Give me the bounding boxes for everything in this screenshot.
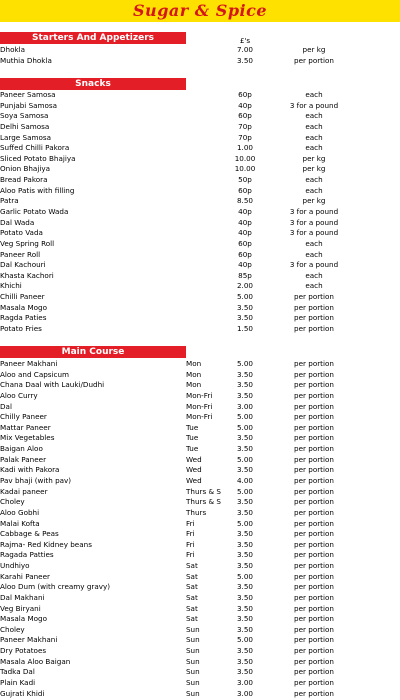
item-name: Potato Fries: [0, 323, 42, 333]
item-price: 40p: [238, 217, 252, 227]
item-price: 3.50: [236, 313, 253, 323]
item-unit: each: [305, 111, 323, 121]
menu-item-row: [0, 101, 400, 112]
item-price: 3.50: [236, 539, 253, 549]
menu-item-row: [0, 380, 400, 391]
item-name: Tadka Dal: [0, 667, 35, 677]
item-unit: per portion: [294, 422, 334, 432]
item-unit: per kg: [302, 153, 326, 163]
menu-item-row: [0, 582, 400, 593]
menu-item-row: [0, 465, 400, 476]
menu-item-row: [0, 133, 400, 144]
item-name: Khasta Kachori: [0, 270, 54, 280]
item-name: Veg Biryani: [0, 603, 41, 613]
item-price: 3.50: [236, 656, 253, 666]
item-name: Veg Spring Roll: [0, 238, 55, 248]
item-name: Aloo Dum (with creamy gravy): [0, 582, 111, 592]
item-day: Sat: [186, 614, 198, 624]
menu-item-row: [0, 455, 400, 466]
item-unit: 3 for a pound: [289, 260, 339, 270]
item-unit: per portion: [294, 302, 334, 312]
item-unit: each: [305, 143, 323, 153]
item-unit: 3 for a pound: [289, 100, 339, 110]
item-price: 40p: [238, 260, 252, 270]
menu-item-row: [0, 218, 400, 229]
item-unit: per portion: [294, 656, 334, 666]
item-day: Fri: [186, 529, 195, 539]
item-name: Aloo and Capsicum: [0, 369, 70, 379]
item-price: 1.00: [236, 143, 253, 153]
item-name: Patra: [0, 196, 19, 206]
item-price: 3.50: [236, 465, 253, 475]
menu-item-row: [0, 635, 400, 646]
item-name: Dal Wada: [0, 217, 35, 227]
item-unit: per portion: [294, 529, 334, 539]
item-unit: each: [305, 270, 323, 280]
item-price: 60p: [238, 111, 252, 121]
menu-item-row: [0, 402, 400, 413]
item-price: 40p: [238, 228, 252, 238]
item-name: Kadai paneer: [0, 486, 48, 496]
item-name: Undhiyo: [0, 561, 30, 570]
item-price: 60p: [238, 249, 252, 259]
menu-item-row: [0, 250, 400, 261]
item-day: Sun: [186, 656, 200, 666]
item-name: Potato Vada: [0, 228, 43, 238]
item-price: 10.00: [234, 164, 256, 174]
item-day: Fri: [186, 550, 195, 560]
menu-item-row: [0, 604, 400, 615]
item-unit: per portion: [294, 359, 334, 368]
item-price: 3.50: [236, 603, 253, 613]
menu-item-row: [0, 122, 400, 133]
item-name: Mix Vegetables: [0, 433, 55, 443]
item-price: 3.50: [236, 614, 253, 624]
item-price: 60p: [238, 90, 252, 99]
item-unit: per portion: [294, 582, 334, 592]
menu-item-row: [0, 292, 400, 303]
menu-item-row: [0, 593, 400, 604]
item-day: Fri: [186, 518, 195, 528]
item-day: Wed: [186, 454, 202, 464]
item-price: 3.50: [236, 390, 253, 400]
item-price: 3.50: [236, 667, 253, 677]
item-name: Ragda Paties: [0, 313, 47, 323]
item-unit: per portion: [294, 614, 334, 624]
menu-item-row: [0, 45, 400, 56]
currency-header: £'s: [239, 36, 251, 45]
item-price: 3.00: [236, 688, 253, 698]
item-name: Dal Kachouri: [0, 260, 46, 270]
menu-item-row: [0, 433, 400, 444]
item-name: Chilly Paneer: [0, 412, 47, 422]
item-name: Chilli Paneer: [0, 292, 45, 301]
menu-item-row: [0, 519, 400, 530]
item-unit: per portion: [294, 465, 334, 475]
item-price: 3.00: [236, 677, 253, 687]
item-unit: per portion: [294, 454, 334, 464]
item-name: Aloo Gobhi: [0, 507, 40, 517]
item-day: Sun: [186, 646, 200, 655]
item-price: 5.00: [236, 359, 253, 368]
item-price: 3.50: [236, 592, 253, 602]
item-name: Pav bhaji (with pav): [0, 475, 72, 485]
menu-item-row: [0, 391, 400, 402]
item-unit: per portion: [294, 292, 334, 301]
item-unit: each: [305, 281, 323, 291]
item-price: 60p: [238, 238, 252, 248]
item-unit: each: [305, 185, 323, 195]
item-price: 5.00: [236, 518, 253, 528]
menu-item-row: [0, 207, 400, 218]
item-name: Aloo Curry: [0, 390, 38, 400]
item-name: Aloo Patis with filling: [0, 185, 75, 195]
menu-item-row: [0, 476, 400, 487]
item-price: 3.50: [236, 529, 253, 539]
item-day: Wed: [186, 465, 202, 475]
menu-item-row: [0, 561, 400, 572]
item-day: Tue: [186, 422, 199, 432]
item-name: Plain Kadi: [0, 677, 36, 687]
item-name: Bread Pakora: [0, 175, 48, 184]
item-price: 3.50: [236, 55, 253, 65]
item-day: Mon-Fri: [186, 412, 213, 422]
item-price: 3.50: [236, 444, 253, 453]
item-day: Sat: [186, 592, 198, 602]
item-name: Dal Makhani: [0, 592, 45, 602]
item-name: Choley: [0, 624, 25, 634]
item-unit: each: [305, 249, 323, 259]
item-price: 70p: [238, 121, 252, 131]
item-price: 7.00: [236, 45, 253, 54]
item-name: Suffed Chilli Pakora: [0, 143, 70, 153]
item-unit: 3 for a pound: [289, 206, 339, 216]
item-unit: per portion: [294, 390, 334, 400]
item-price: 5.00: [236, 454, 253, 464]
item-price: 3.50: [236, 582, 253, 592]
menu-item-row: [0, 370, 400, 381]
item-name: Soya Samosa: [0, 111, 49, 121]
item-unit: per portion: [294, 507, 334, 517]
item-price: 50p: [238, 175, 252, 184]
menu-item-row: [0, 143, 400, 154]
item-day: Thurs & S: [186, 497, 221, 507]
menu-item-row: [0, 550, 400, 561]
menu-item-row: [0, 271, 400, 282]
item-unit: each: [305, 238, 323, 248]
item-price: 3.50: [236, 433, 253, 443]
item-name: Ragada Patties: [0, 550, 54, 560]
item-price: 5.00: [236, 635, 253, 645]
item-day: Sat: [186, 582, 198, 592]
item-unit: per portion: [294, 550, 334, 560]
item-day: Mon-Fri: [186, 401, 213, 411]
item-unit: per portion: [294, 475, 334, 485]
item-name: Paneer Samosa: [0, 90, 56, 99]
item-unit: per portion: [294, 539, 334, 549]
item-name: Onion Bhajiya: [0, 164, 50, 174]
menu-item-row: [0, 444, 400, 455]
item-price: 85p: [238, 270, 252, 280]
menu-item-row: [0, 56, 400, 67]
item-unit: per portion: [294, 497, 334, 507]
item-name: Delhi Samosa: [0, 121, 50, 131]
section-header: Main Course: [0, 346, 186, 358]
item-price: 60p: [238, 185, 252, 195]
item-name: Choley: [0, 497, 25, 507]
item-price: 1.50: [236, 323, 253, 333]
item-day: Fri: [186, 539, 195, 549]
menu-item-row: [0, 196, 400, 207]
item-unit: per portion: [294, 635, 334, 645]
item-name: Karahi Paneer: [0, 571, 50, 581]
menu-item-row: [0, 239, 400, 250]
item-price: 3.50: [236, 380, 253, 390]
item-name: Paneer Makhani: [0, 635, 58, 645]
item-day: Thurs & S: [186, 486, 221, 496]
menu-item-row: [0, 324, 400, 335]
item-unit: per portion: [294, 444, 334, 453]
item-name: Malai Kofta: [0, 518, 40, 528]
item-price: 40p: [238, 100, 252, 110]
menu-item-row: [0, 228, 400, 239]
item-name: Punjabi Samosa: [0, 100, 58, 110]
menu-item-row: [0, 614, 400, 625]
item-unit: per portion: [294, 624, 334, 634]
item-name: Garlic Potato Wada: [0, 206, 69, 216]
item-day: Thurs: [186, 507, 207, 517]
section-header: Starters And Appetizers: [0, 32, 186, 44]
menu-item-row: [0, 625, 400, 636]
item-unit: per portion: [294, 603, 334, 613]
section-header: Snacks: [0, 78, 186, 90]
menu-item-row: [0, 667, 400, 678]
item-price: 3.50: [236, 646, 253, 655]
item-name: Khichi: [0, 281, 22, 291]
item-day: Tue: [186, 433, 199, 443]
item-day: Sun: [186, 667, 200, 677]
item-unit: per portion: [294, 646, 334, 655]
item-day: Mon: [186, 380, 202, 390]
item-day: Sat: [186, 571, 198, 581]
item-day: Tue: [186, 444, 199, 453]
item-day: Sat: [186, 603, 198, 613]
item-unit: per portion: [294, 313, 334, 323]
item-day: Sun: [186, 688, 200, 698]
item-day: Wed: [186, 475, 202, 485]
item-unit: per portion: [294, 518, 334, 528]
item-unit: per portion: [294, 677, 334, 687]
menu-title: Sugar & Spice: [133, 1, 267, 20]
menu-item-row: [0, 186, 400, 197]
menu-item-row: [0, 423, 400, 434]
item-unit: per kg: [302, 164, 326, 174]
item-name: Palak Paneer: [0, 454, 47, 464]
item-price: 4.00: [236, 475, 253, 485]
item-price: 2.00: [236, 281, 253, 291]
item-name: Cabbage & Peas: [0, 529, 59, 539]
item-unit: per portion: [294, 369, 334, 379]
item-unit: each: [305, 132, 323, 142]
item-name: Muthia Dhokla: [0, 55, 52, 65]
item-unit: per portion: [294, 323, 334, 333]
menu-item-row: [0, 412, 400, 423]
item-unit: per portion: [294, 667, 334, 677]
item-price: 5.00: [236, 571, 253, 581]
item-name: Dry Potatoes: [0, 646, 47, 655]
item-day: Sun: [186, 635, 200, 645]
item-unit: per portion: [294, 380, 334, 390]
item-price: 5.00: [236, 422, 253, 432]
item-unit: per portion: [294, 412, 334, 422]
item-name: Dhokla: [0, 45, 26, 54]
item-price: 5.00: [236, 412, 253, 422]
item-unit: per portion: [294, 688, 334, 698]
item-name: Chana Daal with Lauki/Dudhi: [0, 380, 105, 390]
item-unit: per portion: [294, 561, 334, 570]
item-unit: per portion: [294, 592, 334, 602]
item-unit: each: [305, 121, 323, 131]
menu-item-row: [0, 303, 400, 314]
item-price: 3.50: [236, 507, 253, 517]
item-unit: each: [305, 175, 323, 184]
menu-item-row: [0, 487, 400, 498]
item-unit: per portion: [294, 433, 334, 443]
item-unit: 3 for a pound: [289, 228, 339, 238]
item-unit: per portion: [294, 486, 334, 496]
item-name: Paneer Roll: [0, 249, 41, 259]
item-unit: per portion: [294, 571, 334, 581]
item-name: Masala Aloo Baigan: [0, 656, 71, 666]
item-day: Sun: [186, 677, 200, 687]
item-name: Baigan Aloo: [0, 444, 43, 453]
menu-item-row: [0, 359, 400, 370]
menu-item-row: [0, 164, 400, 175]
item-price: 10.00: [234, 153, 256, 163]
menu-item-row: [0, 540, 400, 551]
item-name: Masala Mogo: [0, 614, 47, 624]
menu-item-row: [0, 313, 400, 324]
item-name: Paneer Makhani: [0, 359, 58, 368]
item-day: Mon: [186, 359, 202, 368]
item-price: 8.50: [236, 196, 253, 206]
item-unit: per portion: [294, 55, 334, 65]
item-price: 3.50: [236, 497, 253, 507]
item-unit: each: [305, 90, 323, 99]
item-unit: per kg: [302, 45, 326, 54]
item-name: Large Samosa: [0, 132, 52, 142]
item-name: Dal: [0, 401, 12, 411]
item-price: 3.50: [236, 550, 253, 560]
menu-item-row: [0, 281, 400, 292]
item-price: 3.50: [236, 624, 253, 634]
menu-item-row: [0, 260, 400, 271]
item-price: 5.00: [236, 292, 253, 301]
item-name: Sliced Potato Bhajiya: [0, 153, 76, 163]
item-price: 3.50: [236, 369, 253, 379]
item-name: Kadi with Pakora: [0, 465, 60, 475]
menu-item-row: [0, 572, 400, 583]
item-price: 40p: [238, 206, 252, 216]
item-price: 5.00: [236, 486, 253, 496]
menu-item-row: [0, 646, 400, 657]
menu-item-row: [0, 90, 400, 101]
menu-item-row: [0, 154, 400, 165]
menu-item-row: [0, 529, 400, 540]
item-price: 3.00: [236, 401, 253, 411]
item-unit: per kg: [302, 196, 326, 206]
item-day: Sun: [186, 624, 200, 634]
item-unit: per portion: [294, 401, 334, 411]
menu-item-row: [0, 689, 400, 700]
item-name: Mattar Paneer: [0, 422, 51, 432]
item-day: Sat: [186, 561, 198, 570]
item-day: Mon-Fri: [186, 390, 213, 400]
item-price: 70p: [238, 132, 252, 142]
item-name: Rajma- Red Kidney beans: [0, 539, 92, 549]
menu-item-row: [0, 175, 400, 186]
item-unit: 3 for a pound: [289, 217, 339, 227]
item-price: 3.50: [236, 302, 253, 312]
menu-item-row: [0, 678, 400, 689]
menu-item-row: [0, 657, 400, 668]
item-name: Gujrati Khidi: [0, 688, 45, 698]
item-day: Mon: [186, 369, 202, 379]
menu-item-row: [0, 111, 400, 122]
item-price: 3.50: [236, 561, 253, 570]
menu-item-row: [0, 508, 400, 519]
menu-item-row: [0, 497, 400, 508]
item-name: Masala Mogo: [0, 302, 47, 312]
